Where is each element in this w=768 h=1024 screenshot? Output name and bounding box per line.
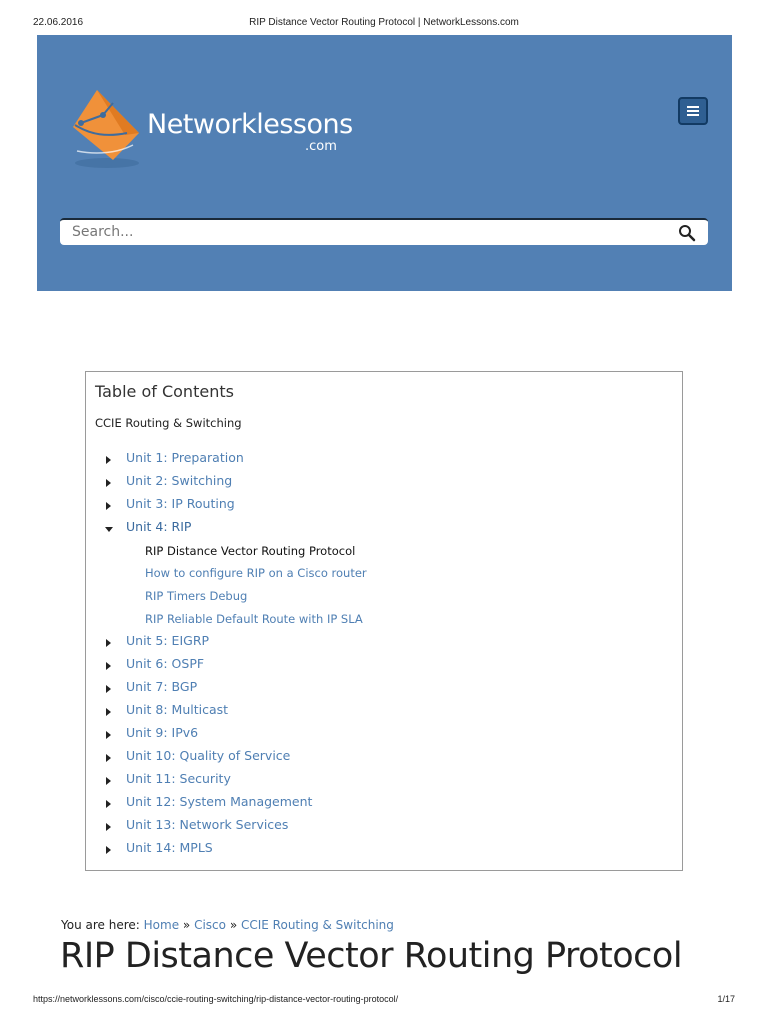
toc-unit[interactable]	[86, 473, 646, 495]
toc-unit[interactable]	[86, 679, 646, 701]
breadcrumb-link-ccie[interactable]: CCIE Routing & Switching	[240, 918, 394, 932]
breadcrumb-link-home[interactable]: Home	[143, 918, 180, 932]
toc-unit[interactable]	[86, 725, 646, 747]
expand-arrow-icon[interactable]	[106, 685, 111, 693]
breadcrumb-prefix: You are here:	[61, 918, 140, 932]
site-logo[interactable]	[67, 85, 367, 175]
breadcrumb	[61, 918, 394, 932]
print-page-number: 1/17	[717, 994, 735, 1004]
logo-name: Networklessons	[147, 109, 353, 140]
expand-arrow-icon[interactable]	[106, 731, 111, 739]
toc-unit-label[interactable]: Unit 13: Network Services	[126, 817, 289, 832]
site-header	[37, 35, 732, 291]
menu-icon	[686, 105, 700, 117]
toc-unit-label[interactable]: Unit 6: OSPF	[126, 656, 205, 671]
expand-arrow-icon[interactable]	[106, 800, 111, 808]
toc-unit[interactable]	[86, 771, 646, 793]
print-page-title: RIP Distance Vector Routing Protocol | NetworkLessons.com	[249, 17, 519, 28]
toc-unit-label[interactable]: Unit 4: RIP	[126, 519, 192, 534]
toc-unit[interactable]	[86, 817, 646, 839]
toc-unit-label[interactable]: Unit 2: Switching	[126, 473, 233, 488]
search-input[interactable]	[60, 220, 672, 244]
toc-lesson[interactable]: RIP Timers Debug	[145, 589, 248, 603]
toc-unit-label[interactable]: Unit 7: BGP	[126, 679, 198, 694]
toc-unit-expanded[interactable]	[86, 519, 646, 541]
toc-unit-label[interactable]: Unit 11: Security	[126, 771, 231, 786]
print-url: https://networklessons.com/cisco/ccie-routing-switching/rip-distance-vector-routing-protocol/	[33, 994, 399, 1004]
toc-unit[interactable]	[86, 633, 646, 655]
toc-unit-label[interactable]: Unit 3: IP Routing	[126, 496, 235, 511]
breadcrumb-link-cisco[interactable]: Cisco	[194, 918, 226, 932]
logo-icon	[67, 85, 147, 175]
toc-unit-label[interactable]: Unit 12: System Management	[126, 794, 313, 809]
expand-arrow-icon[interactable]	[106, 456, 111, 464]
search-icon[interactable]	[678, 224, 696, 242]
expand-arrow-icon[interactable]	[106, 502, 111, 510]
toc-unit[interactable]	[86, 450, 646, 472]
toc-unit[interactable]	[86, 496, 646, 518]
toc-unit[interactable]	[86, 748, 646, 770]
expand-arrow-icon[interactable]	[106, 754, 111, 762]
toc-section: CCIE Routing & Switching	[95, 416, 242, 430]
toc-unit-label[interactable]: Unit 1: Preparation	[126, 450, 244, 465]
expand-arrow-icon[interactable]	[106, 639, 111, 647]
toc-unit-label[interactable]: Unit 10: Quality of Service	[126, 748, 291, 763]
toc-unit-label[interactable]: Unit 5: EIGRP	[126, 633, 210, 648]
toc-lesson-current: RIP Distance Vector Routing Protocol	[145, 544, 356, 558]
expand-arrow-icon[interactable]	[106, 662, 111, 670]
toc-unit-label[interactable]: Unit 8: Multicast	[126, 702, 229, 717]
expand-arrow-icon[interactable]	[106, 708, 111, 716]
toc-title: Table of Contents	[95, 382, 234, 401]
toc-unit[interactable]	[86, 656, 646, 678]
breadcrumb-separator: »	[182, 918, 191, 932]
toc-unit-label[interactable]: Unit 14: MPLS	[126, 840, 213, 855]
expand-arrow-icon[interactable]	[106, 846, 111, 854]
expand-arrow-icon[interactable]	[106, 823, 111, 831]
article-title: RIP Distance Vector Routing Protocol	[60, 936, 683, 976]
toc-unit[interactable]	[86, 702, 646, 724]
collapse-arrow-icon[interactable]	[105, 527, 113, 532]
search-bar	[60, 218, 708, 245]
toc-unit[interactable]	[86, 794, 646, 816]
table-of-contents	[85, 371, 683, 871]
toc-unit[interactable]	[86, 840, 646, 862]
toc-lesson[interactable]: RIP Reliable Default Route with IP SLA	[145, 612, 363, 626]
print-date: 22.06.2016	[33, 17, 84, 28]
logo-suffix: .com	[305, 139, 337, 154]
expand-arrow-icon[interactable]	[106, 777, 111, 785]
toc-lesson[interactable]: How to configure RIP on a Cisco router	[145, 566, 367, 580]
breadcrumb-separator: »	[229, 918, 238, 932]
expand-arrow-icon[interactable]	[106, 479, 111, 487]
menu-button[interactable]	[678, 97, 708, 125]
toc-unit-label[interactable]: Unit 9: IPv6	[126, 725, 199, 740]
